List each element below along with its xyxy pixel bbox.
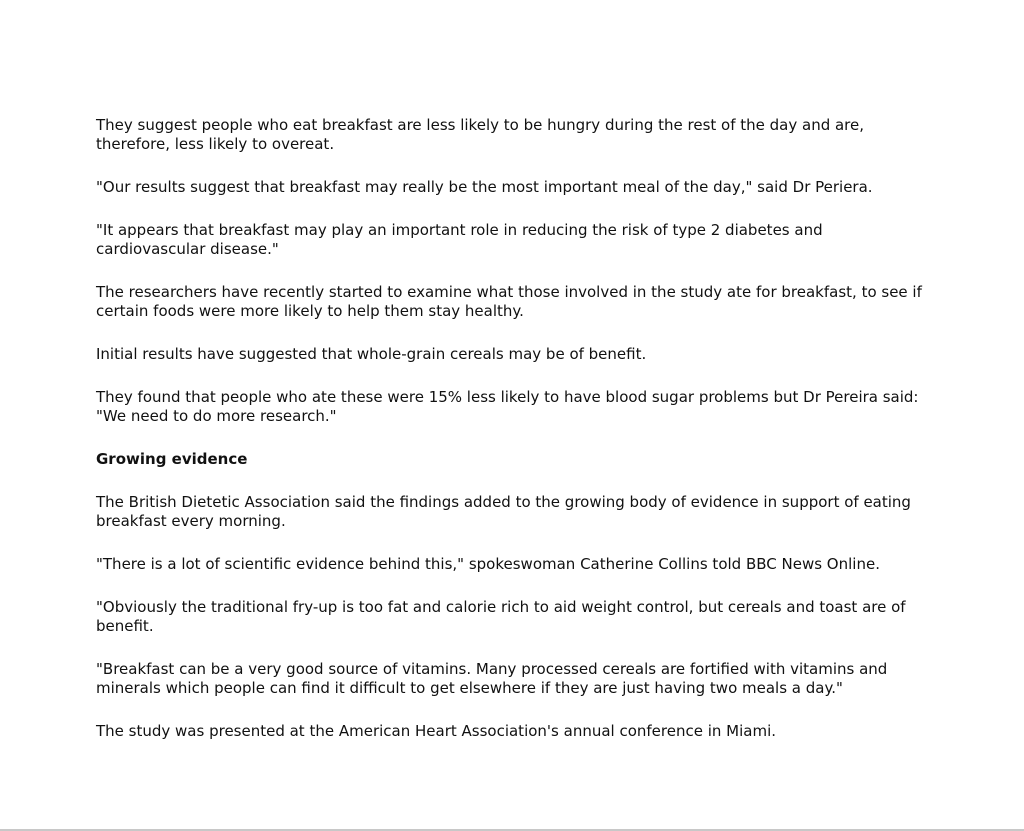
paragraph: They found that people who ate these were 15% less likely to have blood sugar problems but Dr Pereira said: "We need to do more research." bbox=[96, 388, 919, 425]
paragraph: "Breakfast can be a very good source of vitamins. Many processed cereals are fortified with vitamins and minerals which people can find it difficult to get elsewhere if they are just having two meals a day." bbox=[96, 660, 888, 697]
section-heading: Growing evidence bbox=[96, 450, 248, 468]
paragraph: The British Dietetic Association said the findings added to the growing body of evidence in support of eating breakfast every morning. bbox=[96, 493, 911, 530]
article-body bbox=[96, 116, 926, 765]
paragraph: "There is a lot of scientific evidence behind this," spokeswoman Catherine Collins told BBC News Online. bbox=[96, 555, 880, 573]
paragraph: "It appears that breakfast may play an important role in reducing the risk of type 2 diabetes and cardiovascular disease." bbox=[96, 221, 823, 258]
paragraph: "Our results suggest that breakfast may really be the most important meal of the day," said Dr Periera. bbox=[96, 178, 873, 196]
paragraph: The researchers have recently started to examine what those involved in the study ate for breakfast, to see if certain foods were more likely to help them stay healthy. bbox=[96, 283, 922, 320]
paragraph: The study was presented at the American Heart Association's annual conference in Miami. bbox=[96, 722, 777, 740]
paragraph: "Obviously the traditional fry-up is too fat and calorie rich to aid weight control, but cereals and toast are of benefit. bbox=[96, 598, 906, 635]
paragraph: They suggest people who eat breakfast are less likely to be hungry during the rest of the day and are, therefore, less likely to overeat. bbox=[96, 116, 865, 153]
paragraph: Initial results have suggested that whole-grain cereals may be of benefit. bbox=[96, 345, 647, 363]
